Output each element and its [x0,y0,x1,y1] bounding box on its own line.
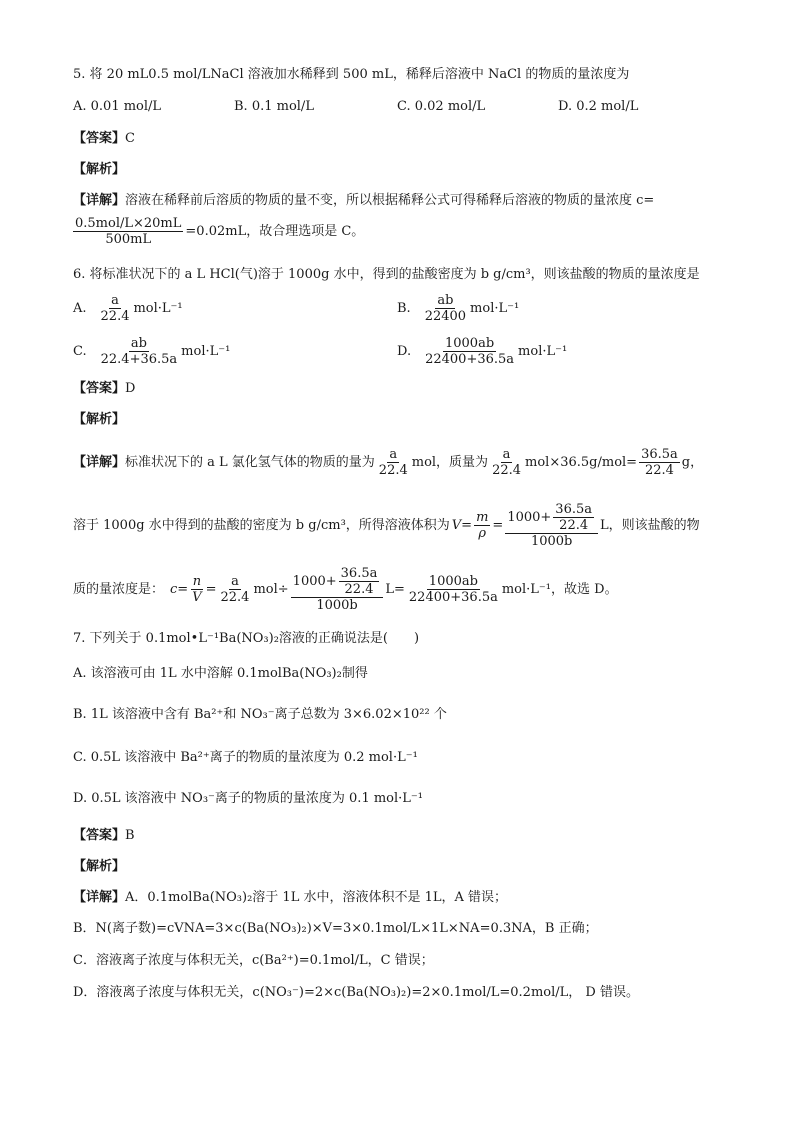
detail-text: g， [681,454,704,470]
option-unit: mol·L⁻¹ [518,343,568,359]
fraction-numerator: 36.5a [340,566,378,581]
option-unit: mol·L⁻¹ [181,343,231,359]
n-over-v-fraction [190,574,203,605]
q5-detail-line2 [73,216,364,247]
fraction-denominator: 1000b [316,598,358,613]
fraction-denominator: 22.4 [644,463,674,478]
option-unit: mol·L⁻¹ [133,300,183,316]
detail-text: mol÷ [253,581,289,597]
q6-detail-line3 [73,566,618,613]
fraction-numerator: 1000ab [428,574,478,589]
numerator-text: 1000+ [507,510,552,525]
fraction-denominator: 22.4 [378,463,408,478]
q5-option-d: D. 0.2 mol/L [558,99,639,114]
result-fraction [407,574,500,605]
option-fraction [423,336,516,367]
q5-analysis-tag: 【解析】 [73,162,126,177]
detail-text: 质的量浓度是： [73,581,165,597]
q6-detail-line2 [73,502,700,549]
answer-tag: 【答案】 [73,131,126,146]
fraction-denominator: 22400 [424,309,467,324]
option-label: A. [73,300,87,316]
q7-option-c: C. 0.5L 该溶液中 Ba²⁺离子的物质的量浓度为 0.2 mol·L⁻¹ [73,750,418,765]
fraction-denominator: 22.4 [559,518,589,533]
q6-option-b [397,293,519,324]
equals-sign: = [461,517,473,533]
fraction-numerator: ab [130,336,147,351]
fraction-numerator: m [476,510,489,525]
q6-answer [73,380,135,398]
q7-detail-line3: C．溶液离子浓度与体积无关，c(Ba²⁺)=0.1mol/L，C 错误； [73,953,434,968]
mass-fraction [490,447,523,478]
detail-text: mol·L⁻¹，故选 D。 [501,581,618,597]
detail-text: L，则该盐酸的物 [600,517,700,533]
q5-detail-line1 [73,192,654,210]
volume-fraction [291,566,384,613]
detail-tag: 【详解】 [73,890,126,905]
q6-option-c [73,336,230,367]
option-fraction [99,336,180,367]
q5-option-c: C. 0.02 mol/L [397,99,486,114]
fraction-numerator: ab [437,293,454,308]
option-unit: mol·L⁻¹ [470,300,520,316]
fraction-numerator: 1000ab [444,336,495,351]
moles-fraction [377,447,410,478]
q6-option-d [397,336,567,367]
inner-fraction [553,502,594,533]
answer-tag: 【答案】 [73,828,126,843]
equals-sign: = [205,581,217,597]
fraction-denominator: 22.4 [344,582,374,597]
fraction-denominator: 22400+36.5a [425,352,515,367]
option-fraction [99,293,132,324]
fraction-denominator: ρ [478,526,487,541]
q7-detail-line1 [73,889,507,907]
fraction-numerator: 36.5a [555,502,592,517]
option-label: B. [397,300,411,316]
numerator-text: 1000+ [292,574,337,589]
option-fraction [423,293,468,324]
fraction-numerator: 0.5mol/L×20mL [75,216,182,231]
volume-symbol: V [451,517,462,533]
fraction-numerator: a [502,447,511,462]
inner-fraction [339,566,380,597]
detail-text: 溶液在稀释前后溶质的物质的量不变，所以根据稀释公式可得稀释后溶液的物质的量浓度 c= [125,193,655,208]
q7-detail-line2: B．N(离子数)=cVNA=3×c(Ba(NO₃)₂)×V=3×0.1mol/L×1L×NA=0.3NA，B 正确； [73,921,598,936]
q7-option-d: D. 0.5L 该溶液中 NO₃⁻离子的物质的量浓度为 0.1 mol·L⁻¹ [73,791,423,806]
concentration-symbol: c [170,581,178,597]
fraction-denominator: 22400+36.5a [408,590,498,605]
fraction-numerator [291,566,384,598]
unit-text: L [385,581,394,597]
q6-stem: 6. 将标准状况下的 a L HCl(气)溶于 1000g 水中，得到的盐酸密度为 b g/cm³，则该盐酸的物质的量浓度是 [73,267,700,282]
fraction-numerator: a [231,574,239,589]
q6-option-a [73,293,183,324]
m-over-rho-fraction [474,510,490,541]
detail-tag: 【详解】 [73,454,126,470]
detail-tag: 【详解】 [73,193,126,208]
dilution-fraction [73,216,183,247]
detail-text: mol，质量为 [411,454,489,470]
q7-option-a: A. 该溶液可由 1L 水中溶解 0.1molBa(NO₃)₂制得 [73,666,368,681]
q5-option-b: B. 0.1 mol/L [234,99,314,114]
equals-sign: = [394,581,405,597]
fraction-denominator: 22.4 [492,463,522,478]
equals-sign: = [177,581,189,597]
fraction-numerator: n [192,574,202,589]
detail-text: A．0.1molBa(NO₃)₂溶于 1L 水中，溶液体积不是 1L，A 错误； [125,890,508,905]
option-label: D. [397,343,412,359]
q7-stem: 7. 下列关于 0.1mol•L⁻¹Ba(NO₃)₂溶液的正确说法是( ) [73,631,420,646]
q5-option-a: A. 0.01 mol/L [73,99,162,114]
q7-option-b: B. 1L 该溶液中含有 Ba²⁺和 NO₃⁻离子总数为 3×6.02×10²² 个 [73,707,447,722]
option-label: C. [73,343,87,359]
q7-analysis-tag: 【解析】 [73,859,126,874]
fraction-numerator [505,502,598,534]
q7-answer [73,827,135,845]
q6-detail-line1 [73,447,703,478]
fraction-numerator: a [111,293,119,308]
detail-end: =0.02mL，故合理选项是 C。 [185,223,365,239]
answer-value: B [125,828,135,843]
fraction-denominator: 22.4 [220,590,250,605]
fraction-denominator: 1000b [530,534,573,549]
volume-fraction [505,502,598,549]
mass-result-fraction [639,447,680,478]
fraction-denominator: V [192,590,202,605]
fraction-numerator: 36.5a [641,447,678,462]
fraction-denominator: 22.4 [100,309,130,324]
answer-value: C [125,131,135,146]
detail-text: mol×36.5g/mol= [525,454,638,470]
answer-tag: 【答案】 [73,381,126,396]
q7-detail-line4: D．溶液离子浓度与体积无关，c(NO₃⁻)=2×c(Ba(NO₃)₂)=2×0.1mol/L=0.2mol/L， D 错误。 [73,985,639,1000]
fraction-numerator: a [389,447,398,462]
answer-value: D [125,381,136,396]
q6-analysis-tag: 【解析】 [73,412,126,427]
fraction-denominator: 500mL [105,232,152,247]
equals-sign: = [492,517,504,533]
moles-fraction [219,574,252,605]
detail-text: 溶于 1000g 水中得到的盐酸的密度为 b g/cm³，所得溶液体积为 [73,517,450,533]
q5-stem: 5. 将 20 mL0.5 mol/LNaCl 溶液加水稀释到 500 mL，稀释后溶液中 NaCl 的物质的量浓度为 [73,67,630,82]
q5-answer [73,130,135,148]
detail-text: 标准状况下的 a L 氯化氢气体的物质的量为 [125,454,375,470]
fraction-denominator: 22.4+36.5a [100,352,178,367]
